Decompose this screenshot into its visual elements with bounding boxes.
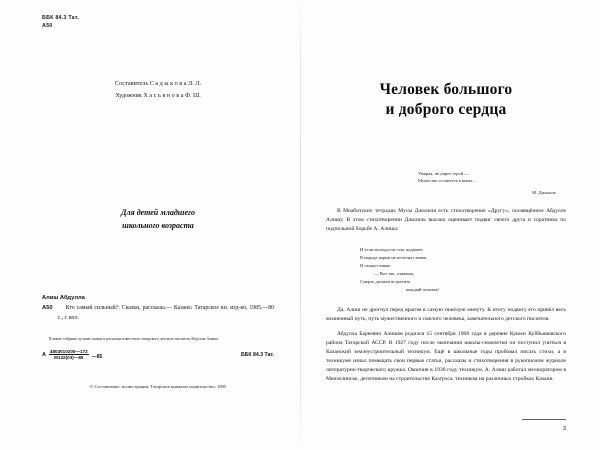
bibliographic-entry <box>42 294 274 342</box>
verse-line-4: — Вот так, отважно, <box>374 271 415 277</box>
publication-codes-row <box>42 349 274 360</box>
page-number: 3 <box>563 426 566 432</box>
biblio-author: Алиш Абдулла <box>42 294 85 301</box>
verse-line-1: И если молодости стяг подымет, <box>360 246 424 252</box>
bbk-code-line: ББК 84.3 Тат. <box>42 15 79 21</box>
epigraph-line-1: Умирая, не умрет герой — <box>418 170 469 176</box>
verse-line-2: В народе корни не исчезнут вовек. <box>360 254 428 260</box>
age-category <box>42 207 274 232</box>
body-paragraph-1: В Моабитских тетрадях Мусы Джалиля есть стихотворение «Другу», посвящённое Абдулле Алишу. В этом стихотворении Джалиль высоко оценивает подвиг своего друга и соратника по подпольной борьбе А. Алиша: <box>326 208 566 233</box>
author-code-line: А50 <box>42 23 53 30</box>
compiler-credit: Составитель С а д ы к о в а Л. Л. <box>114 80 202 88</box>
verse-line-5: Смерть должен встретить <box>360 279 411 285</box>
verse-quote <box>360 246 566 295</box>
body-paragraph-2: Да, Алиш не дрогнул перед врагом в самую тяжёлую минуту. К итогу подвигу его привёл весь жизненный путь, путь мужественного и смелого человека, замечательного детского писателя. <box>326 306 566 322</box>
age-category-line-1: Для детей младшего <box>121 208 195 218</box>
epigraph-line-2: Мужество останется в веках... <box>418 177 476 183</box>
index-denominator: М132(03)—85 <box>54 355 84 361</box>
copyright-line: © Составление, иллюстрации. Татарское книжное издательство, 1985 <box>89 384 227 390</box>
age-category-line-2: школьного возраста <box>122 220 194 230</box>
biblio-entry-text: Кто самый сильный?: Сказки, рассказы.— Казань: Татарское кн. изд-во, 1985.—80 с., с илл. <box>57 305 274 321</box>
index-prefix: А <box>42 351 46 358</box>
epigraph-source: М. Джалиль <box>532 190 556 196</box>
chapter-title-line-1: Человек большого <box>379 81 513 98</box>
body-paragraph-3: Абдулла Бареевич Алишев родился 15 сентября 1908 года в деревне Куюки Куйбышевского района Татарской АССР. В 1927 году после окончания школы-семилетки он поступил учиться в Казанский землеустроительный техникум. Ещё в школьные годы пробовал писать стихи, а в техникуме начал помещать свои первые статьи, рассказы и стихотворения в рукописном журнале литературно-творческого кружка. Окончив в 1930 году техникум, А. Алиш работал мелиоратором в Мензелинске, десятником на строительстве Казгрэса, техником на различных стройках Казани. <box>326 330 566 382</box>
chapter-title-line-2: и доброго сердца <box>385 100 507 118</box>
index-fraction <box>49 349 89 360</box>
verse-line-6: каждый человек! <box>406 287 440 293</box>
bbk-classification-bottom: ББК 84.3 Тат. <box>240 351 274 358</box>
page-number-area <box>522 419 566 432</box>
epigraph <box>418 170 566 197</box>
biblio-shelf-code: А50 <box>42 305 53 312</box>
right-page <box>300 0 600 450</box>
publication-index-code <box>42 349 102 360</box>
credits-block <box>42 78 274 101</box>
bbk-classification-top <box>42 14 274 30</box>
chapter-title <box>326 80 566 120</box>
verse-line-3: И скажут юные: <box>360 262 392 268</box>
biblio-annotation: В книге собраны лучшие сказки и рассказы известного татарского детского писателя Абдуллы Алиша. <box>49 337 219 342</box>
index-numerator: 4803010200—172 <box>49 349 88 355</box>
artist-credit: Художник Х а с ь я н о в а Ф. Ш. <box>115 91 201 99</box>
page-number-rule <box>522 419 566 420</box>
index-suffix: —85 <box>91 353 103 360</box>
biblio-body <box>42 304 274 323</box>
